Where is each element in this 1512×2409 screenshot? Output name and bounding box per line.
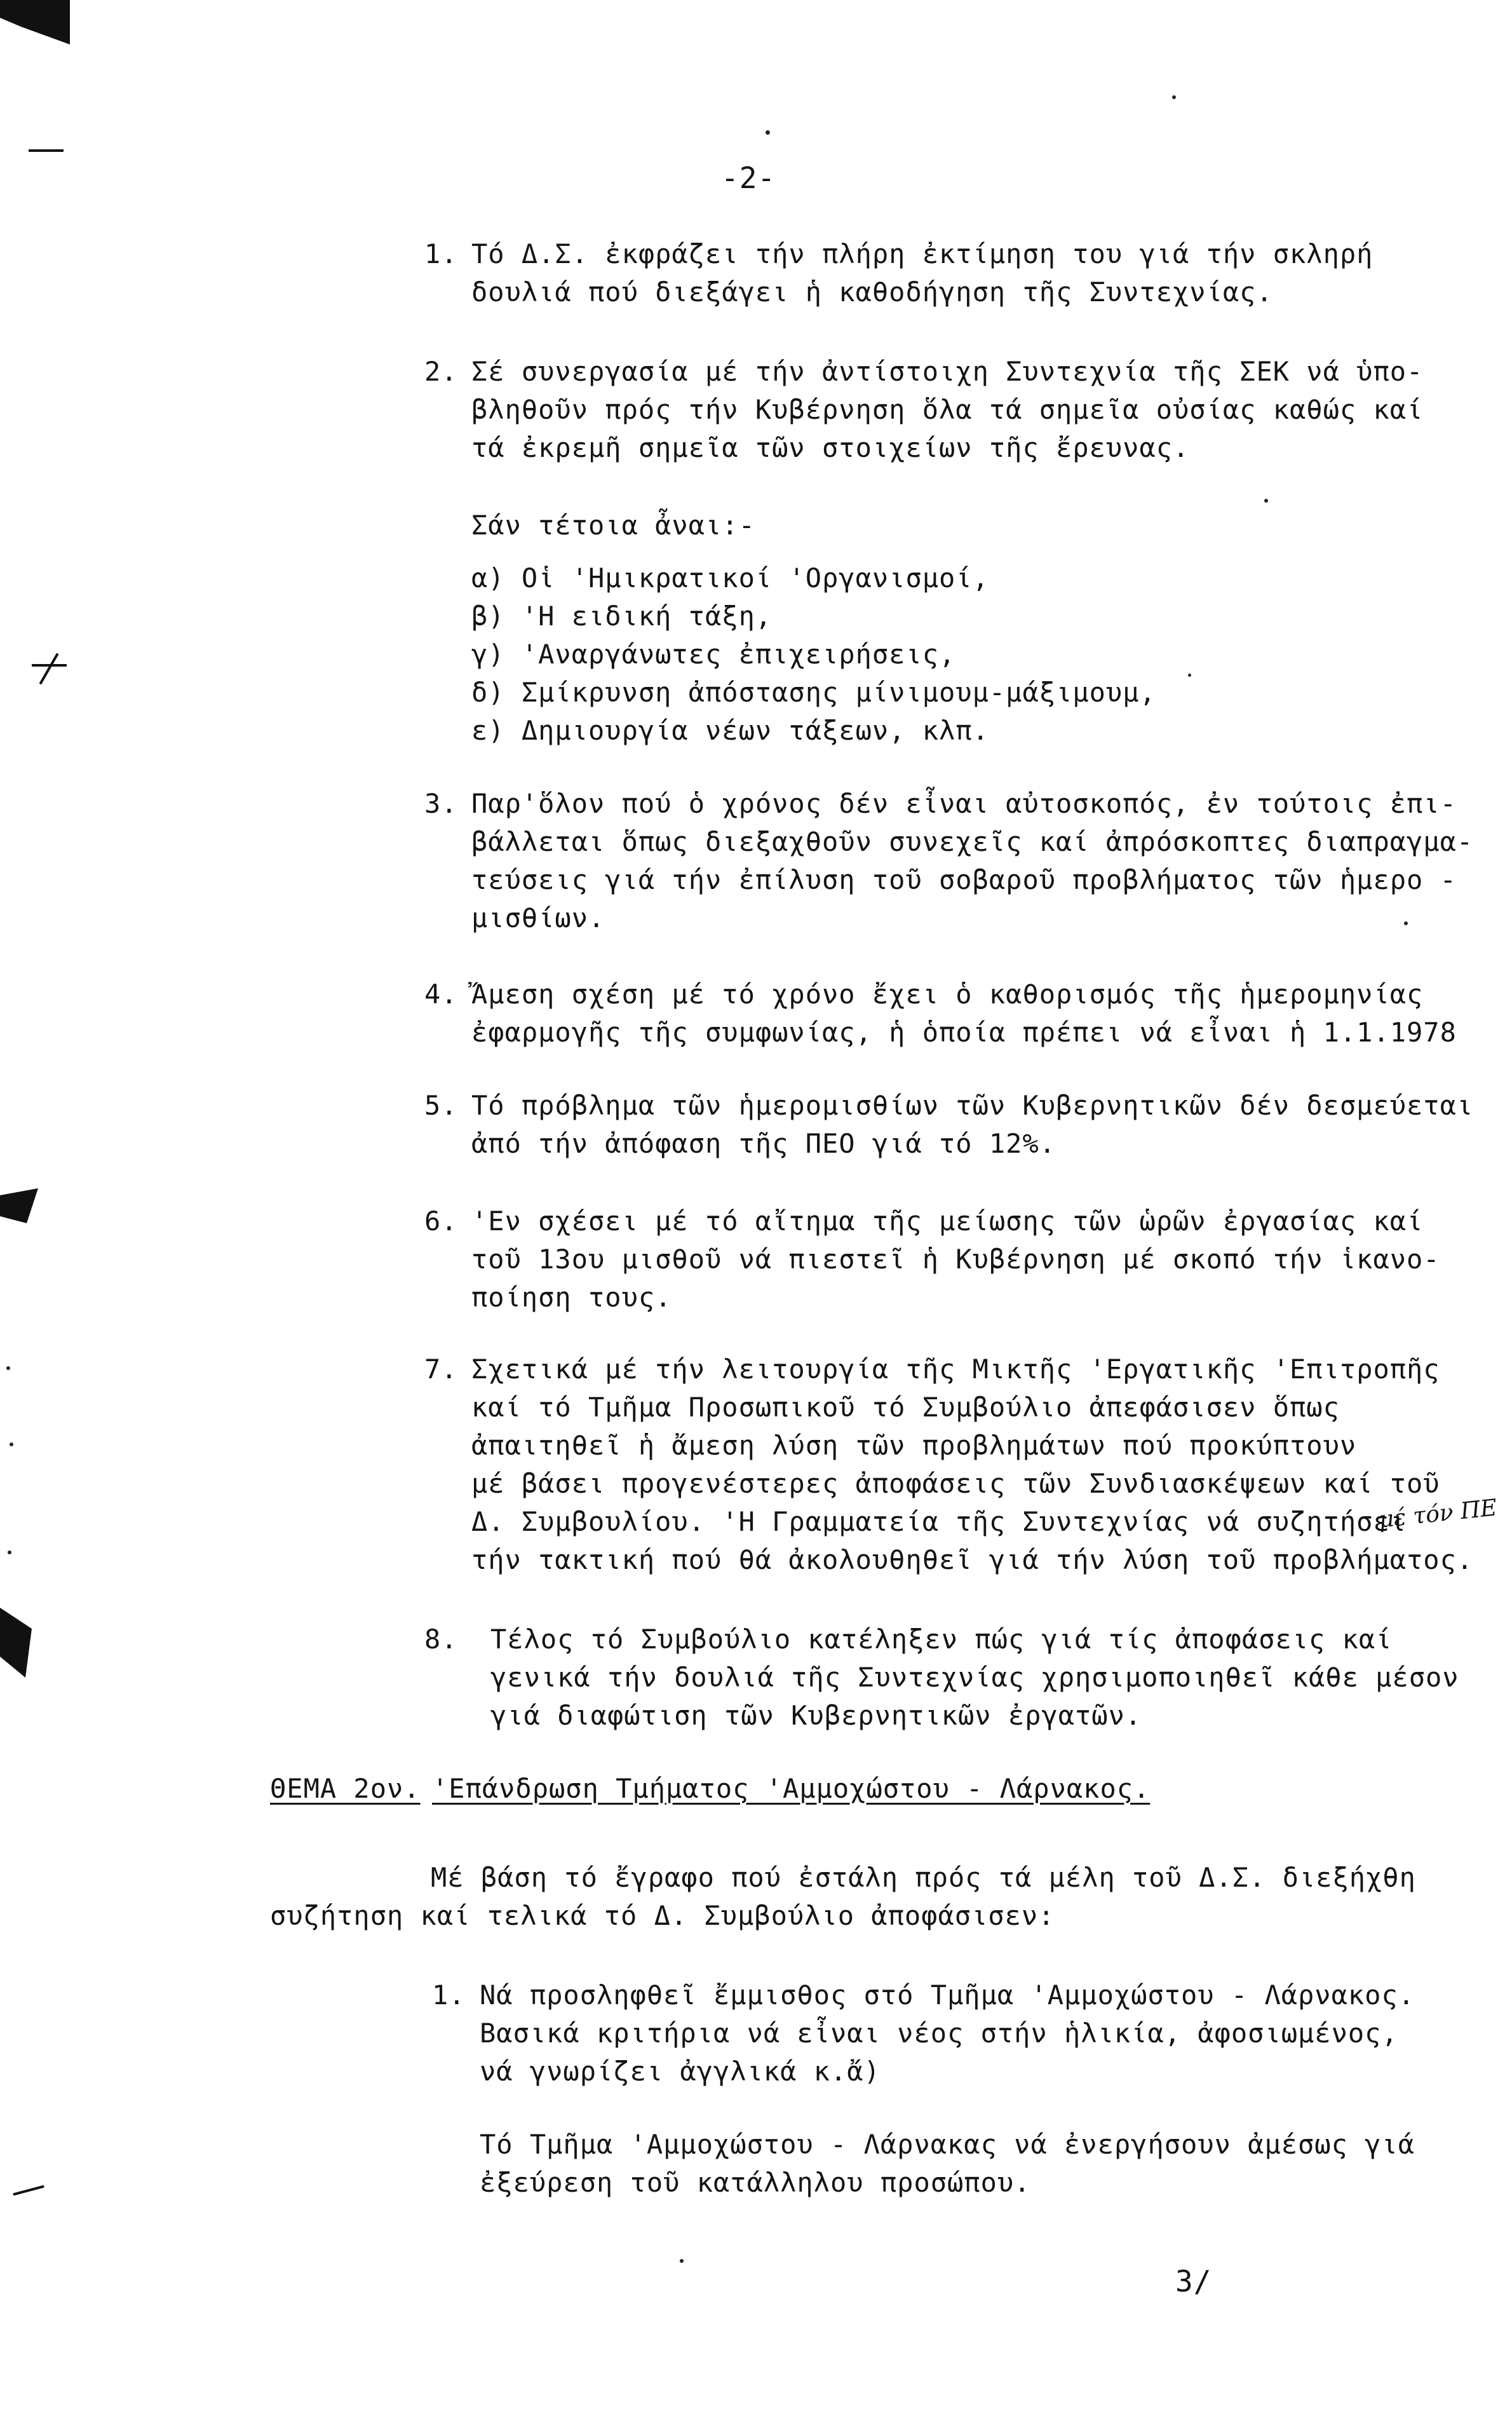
item-line: Νά προσληφθεῖ ἔμμισθος στό Τμῆμα 'Αμμοχώστου - Λάρνακος. [480,1979,1415,2011]
points-intro: Σάν τέτοια ἆναι:- [471,510,755,541]
item-number: 8. [424,1624,458,1655]
item-line: Τό Δ.Σ. ἐκφράζει τήν πλήρη ἐκτίμηση του γιά τήν σκληρή [471,238,1374,269]
point-item: ε) Δημιουργία νέων τάξεων, κλπ. [471,715,989,746]
next-page-marker: 3/ [1175,2264,1212,2298]
item-number: 1. [424,238,458,269]
scan-speck [1188,674,1191,677]
decision-note-line: Τό Τμῆμα 'Αμμοχώστου - Λάρνακας νά ἐνεργήσουν ἀμέσως γιά [480,2129,1415,2160]
item-line: Ἄμεση σχέση μέ τό χρόνο ἔχει ὁ καθορισμός τῆς ἡμερομηνίας [471,979,1424,1010]
item-line: ἀπαιτηθεῖ ἡ ἄμεση λύση τῶν προβλημάτων πού προκύπτουν [471,1430,1357,1461]
scan-speck [680,2259,684,2263]
scan-speck [10,1442,13,1446]
item-line: Παρ'ὅλον πού ὁ χρόνος δέν εἶναι αὐτοσκοπός, ἐν τούτοις ἐπι- [471,788,1457,819]
decision-intro-line: συζήτηση καί τελικά τό Δ. Συμβούλιο ἀποφάσισεν: [270,1900,1055,1931]
scan-edge-mark [39,653,59,685]
item-line: βληθοῦν πρός τήν Κυβέρνηση ὅλα τά σημεῖα οὐσίας καθώς καί [471,394,1424,425]
item-line: Δ. Συμβουλίου. 'Η Γραμματεία τῆς Συντεχνίας νά συζητήσει [471,1506,1407,1537]
item-number: 2. [424,356,458,387]
item-line: Σχετικά μέ τήν λειτουργία τῆς Μικτῆς 'Εργατικῆς 'Επιτροπῆς [471,1354,1440,1385]
item-number: 5. [424,1090,458,1121]
item-line: δουλιά πού διεξάγει ἡ καθοδήγηση τῆς Συντεχνίας. [471,276,1273,308]
item-line: γενικά τήν δουλιά τῆς Συντεχνίας χρησιμοποιηθεῖ κάθε μέσον [490,1662,1459,1693]
scan-speck [1404,921,1408,925]
scan-speck [1264,499,1268,503]
item-number: 3. [424,788,458,819]
item-line: Βασικά κριτήρια νά εἶναι νέος στήν ἡλικία, ἀφοσιωμένος, [480,2018,1398,2049]
item-line: τεύσεις γιά τήν ἐπίλυση τοῦ σοβαροῦ προβλήματος τῶν ἡμερο - [471,864,1457,895]
scan-edge-mark [29,149,64,152]
scan-edge-mark [13,2185,44,2196]
item-line: Τέλος τό Συμβούλιο κατέληξεν πώς γιά τίς ἀποφάσεις καί [490,1624,1393,1655]
scan-speck [766,130,770,135]
item-line: τά ἐκρεμῆ σημεῖα τῶν στοιχείων τῆς ἔρευνας. [471,432,1190,463]
item-line: ποίηση τους. [471,1282,672,1313]
item-line: γιά διαφώτιση τῶν Κυβερνητικῶν ἐργατῶν. [490,1700,1142,1731]
item-line: μέ βάσει προγενέστερες ἀποφάσεις τῶν Συνδιασκέψεων καί τοῦ [471,1468,1440,1499]
point-item: γ) 'Αναργάνωτες ἐπιχειρήσεις, [471,639,956,670]
decision-note-line: ἐξεύρεση τοῦ κατάλληλου προσώπου. [480,2167,1031,2198]
item-number: 4. [424,979,458,1010]
item-number: 7. [424,1354,458,1385]
item-line: 'Εν σχέσει μέ τό αἴτημα τῆς μείωσης τῶν ὡρῶν ἐργασίας καί [471,1205,1424,1237]
page-number: -2- [721,161,776,195]
point-item: β) 'Η ειδική τάξη, [471,601,773,632]
scan-speck [8,1551,11,1554]
scan-edge-mark [0,1188,38,1223]
item-line: ἐφαρμογῆς τῆς συμφωνίας, ἡ ὁποία πρέπει νά εἶναι ἡ 1.1.1978 [471,1017,1457,1048]
scan-speck [6,1366,10,1370]
item-line: βάλλεται ὅπως διεξαχθοῦν συνεχεῖς καί ἀπρόσκοπτες διαπραγμα- [471,826,1474,857]
item-number: 1. [432,1979,466,2011]
item-line: ἀπό τήν ἀπόφαση τῆς ΠΕΟ γιά τό 12%. [471,1128,1056,1159]
item-line: Τό πρόβλημα τῶν ἡμερομισθίων τῶν Κυβερνητικῶν δέν δεσμεύεται [471,1090,1474,1121]
item-line: καί τό Τμῆμα Προσωπικοῦ τό Συμβούλιο ἀπεφάσισεν ὅπως [471,1392,1340,1423]
scan-speck [1172,95,1176,99]
item-line: τοῦ 13ου μισθοῦ νά πιεστεῖ ἡ Κυβέρνηση μέ σκοπό τήν ἱκανο- [471,1244,1440,1275]
point-item: δ) Σμίκρυνση ἀπόστασης μίνιμουμ-μάξιμουμ, [471,677,1156,708]
item-line: μισθίων. [471,902,605,933]
item-line: Σέ συνεργασία μέ τήν ἀντίστοιχη Συντεχνία τῆς ΣΕΚ νά ὑπο- [471,356,1424,387]
theme-label: ΘΕΜΑ 2ον. [270,1773,421,1804]
scan-edge-mark [0,1608,32,1678]
handwritten-note: μέ τόν ΠΕ [1377,1495,1499,1533]
item-line: νά γνωρίζει ἀγγλικά κ.ἄ) [480,2056,881,2087]
point-item: α) Οἱ 'Ημικρατικοί 'Οργανισμοί, [471,562,989,594]
scan-corner-mark [0,0,70,44]
item-line: τήν τακτική πού θά ἀκολουθηθεῖ γιά τήν λύση τοῦ προβλήματος. [471,1544,1474,1575]
decision-intro-line: Μέ βάση τό ἔγραφο πού ἐστάλη πρός τά μέλη τοῦ Δ.Σ. διεξήχθη [431,1862,1416,1893]
item-number: 6. [424,1205,458,1237]
theme-title: 'Επάνδρωση Τμήματος 'Αμμοχώστου - Λάρνακος. [432,1773,1151,1804]
